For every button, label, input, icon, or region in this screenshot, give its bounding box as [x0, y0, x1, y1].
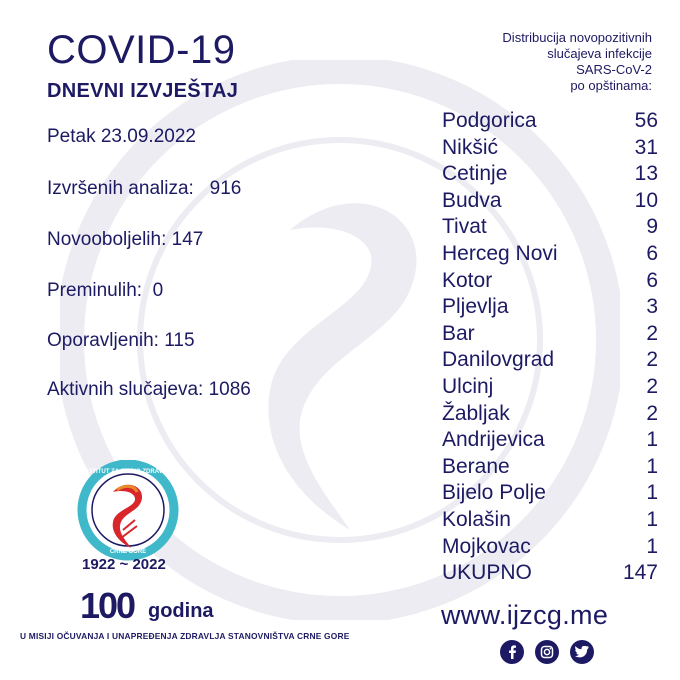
website-link[interactable]: www.ijzcg.me: [441, 600, 609, 630]
municipality-name: Bijelo Polje: [442, 481, 546, 505]
list-item: [442, 135, 658, 162]
list-item: [442, 241, 658, 268]
municipality-count: 2: [646, 321, 658, 345]
distribution-label-line: SARS-CoV-2: [576, 62, 652, 77]
list-item: [442, 401, 658, 428]
municipality-name: Andrijevica: [442, 428, 545, 452]
svg-text:INSTITUT ZA JAVNO ZDRAVLJE: INSTITUT ZA JAVNO ZDRAVLJE: [82, 469, 174, 475]
municipality-name: Kolašin: [442, 507, 511, 531]
municipality-name: Berane: [442, 454, 510, 478]
municipality-name: Žabljak: [442, 401, 510, 425]
twitter-icon[interactable]: [570, 640, 594, 664]
new-cases-stat: Novooboljelih: 147: [47, 229, 204, 250]
municipality-name: Pljevlja: [442, 295, 509, 319]
municipality-count: 1: [646, 454, 658, 478]
hundred-logo: 100: [80, 585, 135, 626]
total-row: [442, 560, 658, 587]
report-date: Petak 23.09.2022: [47, 126, 196, 147]
list-item: [442, 534, 658, 561]
mission-statement: U MISIJI OČUVANJA I UNAPREĐENJA ZDRAVLJA STANOVNIŠTVA CRNE GORE: [20, 631, 350, 641]
report-title: COVID-19: [47, 28, 236, 72]
report-subtitle: DNEVNI IZVJEŠTAJ: [47, 80, 239, 102]
municipality-count: 2: [646, 374, 658, 398]
municipality-count: 9: [646, 215, 658, 239]
municipality-name: Nikšić: [442, 135, 498, 159]
municipality-name: Danilovgrad: [442, 348, 555, 372]
municipality-count: 1: [646, 507, 658, 531]
municipality-name: Mojkovac: [442, 534, 531, 558]
list-item: [442, 108, 658, 135]
list-item: [442, 161, 658, 188]
municipality-count: 6: [646, 241, 658, 265]
list-item: [442, 427, 658, 454]
recovered-stat: Oporavljenih: 115: [47, 330, 195, 351]
list-item: [442, 480, 658, 507]
list-item: [442, 374, 658, 401]
municipality-name: Ulcinj: [442, 374, 494, 398]
deaths-stat: Preminulih: 0: [47, 280, 164, 301]
total-count: 147: [622, 561, 658, 585]
godina-text: godina: [148, 600, 214, 622]
list-item: [442, 454, 658, 481]
list-item: [442, 347, 658, 374]
municipality-count: 1: [646, 481, 658, 505]
municipality-name: Tivat: [442, 215, 487, 239]
list-item: [442, 294, 658, 321]
instagram-icon[interactable]: [535, 640, 559, 664]
list-item: [442, 268, 658, 295]
municipality-name: Cetinje: [442, 162, 508, 186]
municipality-list: [442, 108, 658, 587]
municipality-count: 1: [646, 534, 658, 558]
municipality-name: Bar: [442, 321, 475, 345]
total-label: UKUPNO: [442, 561, 532, 585]
municipality-name: Herceg Novi: [442, 241, 558, 265]
distribution-label-line: Distribucija novopozitivnih: [502, 30, 652, 45]
analyses-stat: Izvršenih analiza: 916: [47, 178, 242, 199]
municipality-name: Podgorica: [442, 109, 537, 132]
svg-text:CRNE GORE: CRNE GORE: [109, 549, 147, 555]
list-item: [442, 188, 658, 215]
municipality-count: 3: [646, 295, 658, 319]
anniversary-years: 1922 ~ 2022: [82, 556, 166, 573]
municipality-count: 10: [634, 188, 658, 212]
municipality-count: 31: [634, 135, 658, 159]
municipality-name: Kotor: [442, 268, 493, 292]
distribution-label-line: po opštinama:: [570, 78, 652, 93]
list-item: [442, 321, 658, 348]
municipality-name: Budva: [442, 188, 502, 212]
distribution-label-line: slučajeva infekcije: [547, 46, 652, 61]
municipality-count: 2: [646, 401, 658, 425]
list-item: [442, 507, 658, 534]
municipality-count: 1: [646, 428, 658, 452]
municipality-count: 56: [634, 109, 658, 132]
active-cases-stat: Aktivnih slučajeva: 1086: [47, 379, 251, 400]
facebook-icon[interactable]: [500, 640, 524, 664]
municipality-count: 2: [646, 348, 658, 372]
distribution-label: [412, 30, 652, 94]
social-links: [500, 640, 594, 664]
list-item: [442, 214, 658, 241]
municipality-count: 6: [646, 268, 658, 292]
municipality-count: 13: [634, 162, 658, 186]
